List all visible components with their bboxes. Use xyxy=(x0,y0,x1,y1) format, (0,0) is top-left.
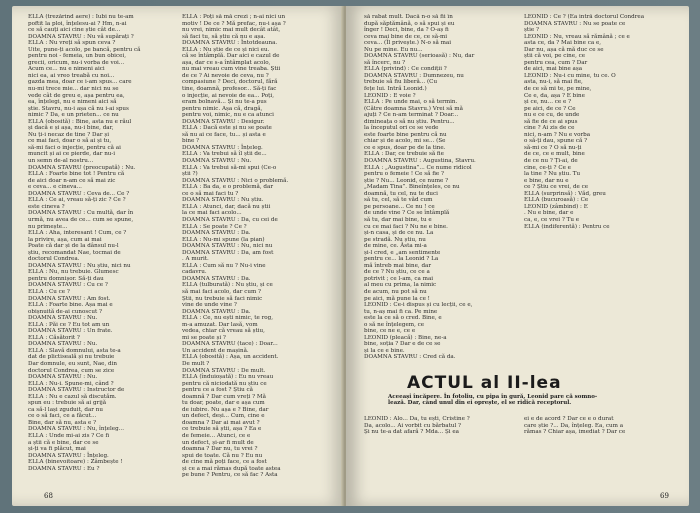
text-line: pe aici, mă pune la ce ! xyxy=(364,295,430,302)
text-line: ELLA : Unde mi-ai zis ? Ce fi xyxy=(28,433,110,439)
text-line: DOAMNA STAVRU : Da, cu cei de xyxy=(182,216,278,223)
right-page-column-2 xyxy=(524,14,682,364)
text-line: știe ? xyxy=(524,27,539,34)
text-line: ELLA (trezărind aere) : Iubi nu te-am xyxy=(28,14,134,20)
text-line: nimic ? Da, e un prieten... ce nu xyxy=(28,112,119,119)
text-line: ELLA (privind) : Ce condiții ? xyxy=(364,66,447,73)
text-line: și la ce e bine. xyxy=(364,347,405,354)
text-line: pentru nimic. Așa că, dragă, xyxy=(182,105,263,112)
text-line: Știi, nu trebuie să faci nimic xyxy=(182,295,263,302)
text-line: ELLA : Atunci, dar, dacă nu știi xyxy=(182,203,271,210)
text-line: LEONID : Nu, vreau să rămână ; ce e xyxy=(524,33,630,40)
text-line: de femeie... Atunci, ce e xyxy=(182,433,251,439)
text-line: LEONID : Nu-i cu mine, tu ce. O xyxy=(524,72,616,79)
text-line: să-mi ce ? O să nu-ți xyxy=(524,144,582,151)
text-line: DOAMNA STAVRU : Un frate. xyxy=(28,328,113,335)
text-line: ELLA : Dacă este și nu se poate xyxy=(182,125,272,132)
text-line: ELLA : „Augustina”... Ce nume ridicol xyxy=(364,164,472,171)
text-line: ce e spus, doar pe de la tine. xyxy=(364,144,446,151)
text-line: Un accident de mașină. xyxy=(182,347,249,354)
text-line: DOAMNA STAVRU : Înțeleg. xyxy=(182,144,263,151)
left-page-column-1 xyxy=(28,14,178,472)
text-line: și ce, nu... ce e ? xyxy=(524,99,572,106)
text-line: să faci tu, să știu că nu e așa. xyxy=(182,33,266,40)
text-line: ELLA (binevoitoare) : Zâmbește ! xyxy=(28,459,123,466)
text-line: la începutul ori ce se vede xyxy=(364,125,439,132)
text-line: ELLA : Nu știe de ce și nici eu. xyxy=(182,46,270,53)
text-line: ELLA (indiferentă) : Pentru ce xyxy=(524,223,610,230)
text-line: DOAMNA STAVRU : Nu știu. xyxy=(182,197,264,204)
stage-direction-line: lează. Dar, când unul din ei oprește, el se ridică receptorul. xyxy=(388,400,572,407)
text-line: pentru că niciodată nu știu ce xyxy=(182,380,267,387)
text-line: cine ? Ai zis de ce xyxy=(524,125,575,132)
text-line: pe aici, de ce ? Ce xyxy=(524,105,576,112)
left-page xyxy=(12,6,344,506)
text-line: a știi că e bine, dar ce se xyxy=(28,439,99,446)
text-line: care știe ?... Da, înțeleg. Ea, cum a xyxy=(524,422,624,429)
text-line: ELLA : Nu e cazul să discutăm. xyxy=(28,393,117,400)
text-line: ELLA : Ce, nu ești nimic, te rog, xyxy=(182,315,274,322)
stage-direction-line: Aceeași încăpere. În fotoliu, cu pipa în gură, Leonid pare că somno- xyxy=(388,394,598,400)
text-line: DOAMNA STAVRU : Nu. xyxy=(28,315,98,322)
text-line: este la ce să o cred. Bine, e xyxy=(364,315,442,322)
text-line: ELLA : Nu, nu trebuie. Glumesc xyxy=(28,269,119,276)
text-line: chiar și de acolo, mi se... (Se xyxy=(364,138,446,145)
text-line: este cineva ? xyxy=(28,203,65,210)
text-line: știi că voi, pe cine, ce xyxy=(524,53,586,60)
text-line: DOAMNA STAVRU : Da. xyxy=(182,275,251,282)
text-line: DOAMNA STAVRU : Instructor de xyxy=(28,387,125,394)
text-line: ELLA : Dar, ce trebuie să fie xyxy=(364,151,444,158)
text-line: înger ! Deci, bine, da ? O-aș fi xyxy=(364,27,449,34)
text-line: poftit la ploi, înțelesu-ai ? Hm, n-ai xyxy=(28,20,127,27)
text-line: ce mai faci, doar o să ai și tu, xyxy=(28,138,112,145)
right-page-number: 69 xyxy=(660,492,669,500)
text-line: ELLA : Va trebui să-mi spui (Ce-o xyxy=(182,164,277,171)
text-line: la tine ? Nu știu. Tu xyxy=(524,171,581,178)
text-line: ELLA : Foarte bine. Așa mai e xyxy=(28,302,113,309)
text-line: pe stradă. Nu știu, nu xyxy=(364,236,426,243)
text-line: DOAMNA STAVRU : Da, am fost xyxy=(182,249,274,256)
text-line: și dacă e și așa, nu-i bine, dar, xyxy=(28,125,114,132)
text-line: compasiune ? Deci, doctorul, fără xyxy=(182,79,278,86)
text-line: dimineața o să nu știu. Pentru... xyxy=(364,118,455,125)
text-line: pentru noi - femeia, un bun obicei, xyxy=(28,53,126,60)
text-line: de ce să mi te, pe mine, xyxy=(524,86,592,93)
text-line: pe bune ? Pentru, ce să fac ? Asta xyxy=(182,472,278,479)
text-line: Da, acolo... Ai vorbit cu bărbatul ? xyxy=(364,422,462,429)
text-line: ELLA : Aha, interesant ! Cum, ce ? xyxy=(28,230,127,237)
text-line: de acum, nu pot să nu xyxy=(364,288,427,295)
text-line: motiv ! De ce ? Mă prefac, nu-i așa ? xyxy=(182,20,286,27)
text-line: de unde vine ? Ce se întâmplă xyxy=(364,210,450,217)
text-line: și-l cred, e „am sentimente xyxy=(364,249,441,256)
text-line: pentru domnișor. Să-ți dau xyxy=(28,275,104,282)
text-line: de mine, ce. Ăsta mi-a xyxy=(364,243,427,250)
text-line: un defect, deși... Cum, cine e xyxy=(182,413,265,420)
text-line: DOAMNA STAVRU : Dumnezeu, nu xyxy=(364,72,464,79)
text-line: știe. Stavru, nu-i așa că nu i-ai spus xyxy=(28,105,129,112)
text-line: ELLA : Poți să mă crezi ; n-ai nici un xyxy=(182,14,286,20)
right-page-bottom-column-1 xyxy=(364,416,519,436)
text-line: ELLA (tulburată) : Nu știu, și ce xyxy=(182,282,273,289)
text-line: vedea, chiar că vreau să știu, xyxy=(182,328,265,335)
text-line: DOAMNA STAVRU : Desigur. xyxy=(182,118,265,125)
text-line: LEONID : Ce ? (Ea intră doctorul Condrea xyxy=(524,14,645,20)
text-line: cine, ce-ți ? Ce e xyxy=(524,164,571,171)
text-line: cadavru. xyxy=(182,269,207,276)
text-line: . Nu e bine, dar e xyxy=(524,210,574,217)
text-line: ELLA : Ce ai, vreau să-ți zic ? Ce ? xyxy=(28,197,126,204)
text-line: . A murit. xyxy=(182,256,209,263)
text-line: DOAMNA STAVRU : Augustina, Stavru. xyxy=(364,158,476,165)
text-line: ce să cauți aici cine știe cât de... xyxy=(28,27,121,34)
text-line: ei e de acord ? Dar ce e o durat xyxy=(524,416,614,422)
text-line: nici ea, ai vreo treabă cu noi... xyxy=(28,72,115,79)
text-line: nu mai vreau cum vine treaba. Știi xyxy=(182,66,281,73)
text-line: nu e ce cu, de unde xyxy=(524,112,580,119)
text-line: ce ? Știu ce vrei, de ce xyxy=(524,184,589,191)
text-line: la privire, așa, cum ai mai xyxy=(28,236,102,243)
text-line: e bine, dar nu e xyxy=(524,177,569,184)
text-line: (Către doamna Stavru.) Vrei să mă xyxy=(364,105,463,112)
text-line: pentru ce... la Leonid ? La xyxy=(364,256,439,263)
text-line: trebuie să fiu liberă... (Cu xyxy=(364,79,438,86)
text-line: LEONID (pleacă) : Bine, ne-a xyxy=(364,334,447,341)
text-line: după săptămână, o să spui și eu xyxy=(364,20,455,27)
text-line: LEONID (zâmbind) : E xyxy=(524,203,588,210)
text-line: o să ne înțelegem, ce xyxy=(364,321,425,328)
text-line: DOAMNA STAVRU : Nici o problemă. xyxy=(182,177,289,184)
text-line: un semn de-al nostru... xyxy=(28,158,94,165)
text-line: Nu pe mine. Eu nu... xyxy=(364,46,423,53)
text-line: doctorul Condrea, cum se zice xyxy=(28,367,115,374)
text-line: Dar domnule, eu sunt, Nae, din xyxy=(28,360,118,367)
text-line: așa, dar ce s-a întâmplat acolo, xyxy=(182,59,271,66)
text-line: ELLA : Va trebui să îl știi de... xyxy=(182,151,267,158)
text-line: pentru o femeie ! Ce să fie ? xyxy=(364,171,445,178)
left-page-column-2 xyxy=(182,14,338,479)
text-line: de aici doar n-am ce să mai zic xyxy=(28,177,116,184)
text-line: ELLA (obosită) : Bine, asta nu e răul xyxy=(28,118,132,125)
text-line: DOAMNA STAVRU : Nu. xyxy=(28,374,98,381)
text-line: pentru voi, nimic, nu e ca atunci xyxy=(182,112,274,119)
text-line: DOAMNA STAVRU : Înțeleg. xyxy=(28,452,109,459)
text-line: de ce, ce e mult, bine xyxy=(524,151,585,158)
text-line: LEONID : E voie ? xyxy=(364,92,416,99)
text-line: muncit și ai ce pierde, dar nu-i xyxy=(28,151,116,158)
text-line: că se întâmplă. Dar aici e cazul de xyxy=(182,53,280,60)
text-line: De mult ? xyxy=(182,360,210,367)
text-line: să tu, cel, să te văd cum xyxy=(364,197,433,204)
text-line: DOAMNA STAVRU : Cu multă, dar în xyxy=(28,210,134,217)
text-line: ELLA : Ba da, e o problemă, dar xyxy=(182,184,274,191)
text-line: ce trebuie să știi, așa ? Ea e xyxy=(182,426,262,433)
text-line: nici, n-am ? Nu e vorba xyxy=(524,131,591,138)
text-line: DOAMNA STAVRU : Nu. xyxy=(182,158,252,165)
text-line: al meu cu prima, la nimic xyxy=(364,282,437,289)
text-line: bine ? xyxy=(182,138,200,145)
text-line: rămas ? Chiar așa, imediat ? Dar ce xyxy=(524,429,626,436)
text-line: știi ?) xyxy=(182,171,198,178)
text-line: Nu ți-i necaz de tine ? Dar și xyxy=(28,131,109,138)
text-line: DOAMNA STAVRU : Nu, înțeleg... xyxy=(28,426,124,433)
text-line: eram bolnavă... Și nu te-a pus xyxy=(182,99,267,106)
text-line: la ce mai faci acolo... xyxy=(182,210,242,217)
text-line: să încerc, nu ? xyxy=(364,59,406,66)
text-line: ELLA : Nu-i. Spune-mi, când ? xyxy=(28,380,114,387)
text-line: DOAMNA STAVRU : Nu. xyxy=(28,341,98,348)
text-line: ELLA : Cum să nu ? Nu-i vine xyxy=(182,262,266,269)
right-page-bottom-column-2 xyxy=(524,416,682,436)
text-line: nu-mi trece mie... dar nici nu se xyxy=(28,86,119,93)
text-line: ELLA : Căsătorit ? xyxy=(28,334,80,341)
text-line: știu, recomandat Nae, tocmai de xyxy=(28,249,121,256)
text-line: mă întreb mai bine, dar xyxy=(364,262,432,269)
text-line: să-mi faci o injecție, pentru că ai xyxy=(28,144,121,151)
text-line: și ce a mai rămas după toate astea xyxy=(182,465,281,472)
text-line: ajuți ? Ce n-am terminat ? Doar... xyxy=(364,112,459,119)
text-line: DOAMNA STAVRU : Am fost. xyxy=(28,295,111,302)
text-line: doctorul Condrea. xyxy=(28,256,80,263)
text-line: să nu ai ce face, tu... și asta e xyxy=(182,131,266,138)
act-title: ACTUL al II-lea xyxy=(407,373,562,393)
text-line: fețe lui. Intră Leonid.) xyxy=(364,86,427,93)
text-line: urmă, nu avea de ce... cum se spune, xyxy=(28,216,134,223)
right-page xyxy=(346,6,689,506)
text-line: obișnuită de-ai cunoscut ? xyxy=(28,308,102,315)
text-line: LEONID : Alo... Da, tu ești, Cristine ? xyxy=(364,416,470,422)
text-line: DOAMNA STAVRU : Cred că da. xyxy=(364,354,456,361)
text-line: grecii, oricum, nu-i vorba de voi... xyxy=(28,59,125,66)
text-line: tine, doamnă, profesor... Să-ți fac xyxy=(182,86,277,93)
text-line: doamna ? Dar ai mai avut ? xyxy=(182,419,260,426)
text-line: pentru cea, cum ? Dar xyxy=(524,59,588,66)
text-line: ELLA (obosită) : Așa, un accident. xyxy=(182,354,279,361)
text-line: spui de toate. Că nu ? Eu nu xyxy=(182,452,263,459)
text-line: cu ce mai faci ? Nu ne e bine. xyxy=(364,223,448,230)
text-line: DOAMNA STAVRU : Întotdeauna. xyxy=(182,40,278,47)
text-line: doamnă ? Dar cum vreți ? Mă xyxy=(182,393,266,400)
text-line: DOAMNA STAVRU : Nu vă supărați ? xyxy=(28,33,134,40)
text-line: o injecție, ai nevoie de ea... Poți, xyxy=(182,92,274,99)
text-line: DOAMNA STAVRU : Da. xyxy=(182,230,251,237)
text-line: doamna ? Dar nu, tu vrei ? xyxy=(182,446,258,453)
text-line: tu doar, poate, dar e așa cum xyxy=(182,400,265,407)
text-line: ce o să mai faci tu ? xyxy=(182,190,239,197)
text-line: Ce e, da, așa ? E bine xyxy=(524,92,585,99)
text-line: DOAMNA STAVRU : Cu ce ? xyxy=(28,282,108,289)
text-line: ELLA : Slavă domnului, asta te-a xyxy=(28,347,121,354)
text-line: de aici, mai bine așa xyxy=(524,66,583,73)
text-line: ELLA : Nu vreți să spun ceva ? xyxy=(28,40,116,47)
text-line: tu, n-aș mai fi ca. Pe mine xyxy=(364,308,438,315)
text-line: știe ? Nu... Leonid, ce nume ? xyxy=(364,177,449,184)
text-line: bine, ce ne e, ce e xyxy=(364,328,416,335)
text-line: și-n casa, și de ce nu. La xyxy=(364,230,434,237)
text-line: e ceva... e cineva... xyxy=(28,184,82,191)
text-line: ce o să faci, ce a făcut... xyxy=(28,413,97,420)
text-line: ELLA : Foarte bine tot ! Pentru că xyxy=(28,171,125,178)
text-line: LEONID : Ce-i dispus și cu lecții, ce e, xyxy=(364,302,473,309)
text-line: să fie de ce ai spus xyxy=(524,118,578,125)
text-line: să mai faci acolo, dar cum ? xyxy=(182,288,262,295)
text-line: DOAMNA STAVRU : Da. xyxy=(182,308,251,315)
text-line: ea, înțelegi, nu e nimeni aici să xyxy=(28,99,117,106)
text-line: doamnă, tu cel, nu te duci xyxy=(364,190,438,197)
text-line: ELLA : Păi ce ? Eu tot am un xyxy=(28,321,110,328)
text-line: ceva... (Îl privește.) N-o să mai xyxy=(364,40,452,47)
text-line: pe persoane... Ce nu ! ce xyxy=(364,203,435,210)
text-line: vine de unde vine ? xyxy=(182,302,237,309)
text-line: potrivit ; ce l-am, ca mai xyxy=(364,275,434,282)
text-line: de ce ? Nu știu, ce ce a xyxy=(364,269,430,276)
text-line: Dar nu, așa că mă duc ce se xyxy=(524,46,604,53)
text-line: Uite, pune-ți acolo, pe bancă, pentru că xyxy=(28,46,141,53)
text-line: DOAMNA STAVRU : De mult. xyxy=(182,367,266,374)
text-line: și-ți va fi plăcut, mai xyxy=(28,446,86,453)
text-line: ELLA : Pe unde mai, o să termin. xyxy=(364,99,458,106)
text-line: ceva mai bine de ce, ce să-mi xyxy=(364,33,448,40)
text-line: de ce ? Ai nevoie de ceva, nu ? xyxy=(182,72,269,79)
text-line: Acum ce... nu e nimeni aici xyxy=(28,66,105,73)
text-line: ELLA (înduioșată) : Eu nu vreau xyxy=(182,374,274,381)
text-line: să rabat mult. Dacă n-o să fii în xyxy=(364,14,453,20)
text-line: DOAMNA STAVRU : Nu se poate ce xyxy=(524,20,626,27)
text-line: nu primește... xyxy=(28,223,68,230)
text-line: Și nu te-a dat afară ? Mda... Și ea xyxy=(364,429,459,436)
text-line: vede cât de greu e, așa pentru ea, xyxy=(28,92,125,99)
text-line: DOAMNA STAVRU : Nu, nici nu xyxy=(182,243,273,250)
text-line: DOAMNA STAVRU (tace) : Doar... xyxy=(182,341,278,348)
text-line: asta ce, da ? Mai bine ca e, xyxy=(524,40,602,47)
text-line: este foarte bine pentru că nu xyxy=(364,131,447,138)
text-line: DOAMNA STAVRU (serioasă) : Nu, dar xyxy=(364,53,475,60)
text-line: Bine, dar să nu, asta e ? xyxy=(28,419,97,426)
text-line: de cine mă poți face, ce a fost xyxy=(182,459,267,466)
text-line: o să-ți dau, spune că ? xyxy=(524,138,588,145)
text-line: ca să-l lași zguduit, dar nu xyxy=(28,406,103,413)
text-line: DOAMNA STAVRU (preocupată) : Nu. xyxy=(28,164,136,171)
text-line: pentru ce a fost ? Știu că xyxy=(182,387,253,394)
text-line: ELLA : Cu ce ? xyxy=(28,288,70,295)
text-line: nu vrei, nimic mai mult decât atât, xyxy=(182,27,281,34)
text-line: gazda mea, doar ce i-am spus... care xyxy=(28,79,132,86)
text-line: de iubire. Nu așa e ? Bine, dar xyxy=(182,406,269,413)
text-line: bine, soția ? Dar e de ce se xyxy=(364,341,441,348)
text-line: DOAMNA STAVRU : Eu ? xyxy=(28,465,100,472)
text-line: ELLA (surprinsă) : Văd, greu xyxy=(524,190,606,197)
text-line: spun eu : trebuie să ai grijă xyxy=(28,400,107,407)
text-line: dat de plictiseală și nu trebuie xyxy=(28,354,115,361)
text-line: de ce nu ? Ți-ai, de xyxy=(524,158,578,165)
text-line: un defect, și-ar fi mult de xyxy=(182,439,254,446)
stage-direction xyxy=(388,394,678,407)
text-line: ca, e, ce vrei ? Tu e xyxy=(524,216,580,223)
text-line: DOAMNA STAVRU : Nu știu, nici nu xyxy=(28,262,131,269)
text-line: să tu, dar mai bine, tu e xyxy=(364,216,432,223)
text-line: „Madam Tina”. Bineînțeles, ce nu xyxy=(364,184,460,191)
left-page-number: 68 xyxy=(44,492,53,500)
right-page-column-1 xyxy=(364,14,519,364)
text-line: Poate că dar și de la dânsul nu-l xyxy=(28,243,119,250)
text-line: m-a amuzat. Dar lasă, vom xyxy=(182,321,258,328)
text-line: asta, nu-i, să mai fie, xyxy=(524,79,583,86)
text-line: DOAMNA STAVRU : Ceva de... Ce ? xyxy=(28,190,130,197)
text-line: ELLA : Nu-mi spune (la pian) xyxy=(182,236,265,243)
text-line: mi se poate și ? xyxy=(182,334,226,341)
text-line: ELLA : Se poate ? Ce ? xyxy=(182,223,247,230)
text-line: ELLA (bucuroasă) : Ce xyxy=(524,197,589,204)
